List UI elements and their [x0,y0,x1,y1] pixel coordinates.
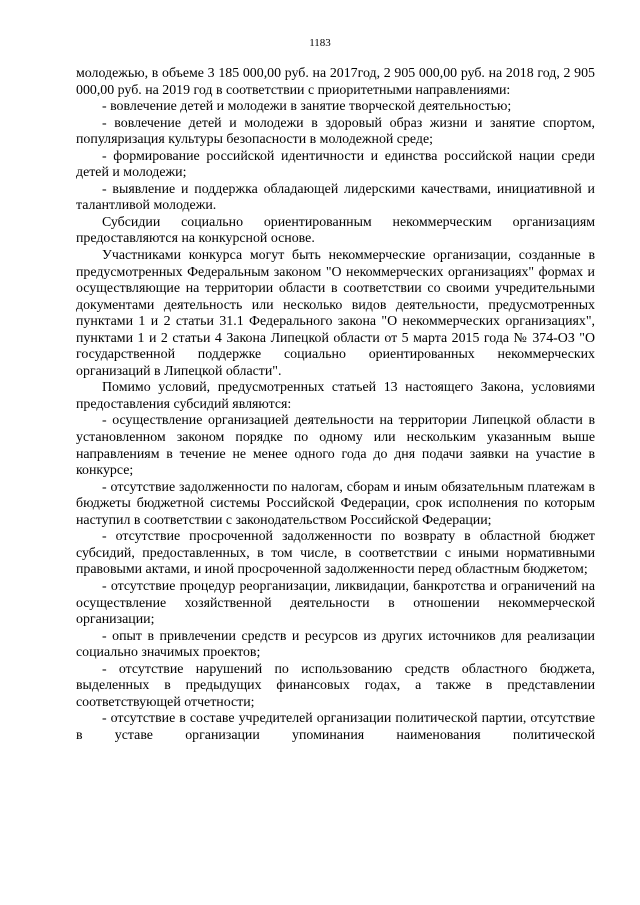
paragraph-list-item: - формирование российской идентичности и единства российской нации среди детей и молодежи; [76,148,595,181]
paragraph-list-item: - отсутствие просроченной задолженности по возврату в областной бюджет субсидий, предоставленных, в том числе, в соответствии с иными нормативными правовыми актами, и иной просроченной задолженности перед областным бюджетом; [76,529,595,578]
paragraph: Помимо условий, предусмотренных статьей 13 настоящего Закона, условиями предоставления субсидий являются: [76,380,595,412]
document-body [76,66,595,744]
page-number: 1183 [309,37,331,49]
paragraph: Участниками конкурса могут быть некоммерческие организации, созданные в предусмотренных Федеральным законом "О некоммерческих организациях" формах и осуществляющие на территории области в соответствии со своими учредительными документами деятельность или несколько видов деятельности, предусмотренных пунктами 1 и 2 статьи 31.1 Федерального закона "О некоммерческих организациях", пунктами 1 и 2 статьи 4 Закона Липецкой области от 5 марта 2015 года № 374-ОЗ "О государственной поддержке социально ориентированных некоммерческих организаций в Липецкой области". [76,248,595,379]
paragraph-list-item: - вовлечение детей и молодежи в здоровый образ жизни и занятие спортом, популяризация культуры безопасности в молодежной среде; [76,115,595,148]
paragraph-list-item: - отсутствие нарушений по использованию средств областного бюджета, выделенных в предыдущих финансовых годах, а также в представлении соответствующей отчетности; [76,661,595,710]
paragraph-list-item: - отсутствие процедур реорганизации, ликвидации, банкротства и ограничений на осуществление хозяйственной деятельности в отношении некоммерческой организации; [76,578,595,628]
paragraph-list-item: - вовлечение детей и молодежи в занятие творческой деятельностью; [102,99,512,115]
paragraph-continuation: молодежью, в объеме 3 185 000,00 руб. на 2017год, 2 905 000,00 руб. на 2018 год, 2 905 000,00 руб. на 2019 год в соответствии с приоритетными направлениями: [76,66,595,98]
paragraph-list-item: - осуществление организацией деятельности на территории Липецкой области в установленном законом порядке по одному или нескольким указанным выше направлениям в течение не менее одного года до дня подачи заявки на участие в конкурсе; [76,413,595,479]
paragraph-list-item: - отсутствие в составе учредителей организации политической партии, отсутствие в уставе организации упоминания наименования политической [76,711,595,743]
paragraph-list-item: - опыт в привлечении средств и ресурсов из других источников для реализации социально значимых проектов; [76,628,595,661]
paragraph: Субсидии социально ориентированным некоммерческим организациям предоставляются на конкурсной основе. [76,214,595,247]
paragraph-list-item: - отсутствие задолженности по налогам, сборам и иным обязательным платежам в бюджеты бюджетной системы Российской Федерации, срок исполнения по которым наступил в соответствии с законодательством Российской Федерации; [76,479,595,528]
paragraph-list-item: - выявление и поддержка обладающей лидерскими качествами, инициативной и талантливой молодежи. [76,181,595,214]
